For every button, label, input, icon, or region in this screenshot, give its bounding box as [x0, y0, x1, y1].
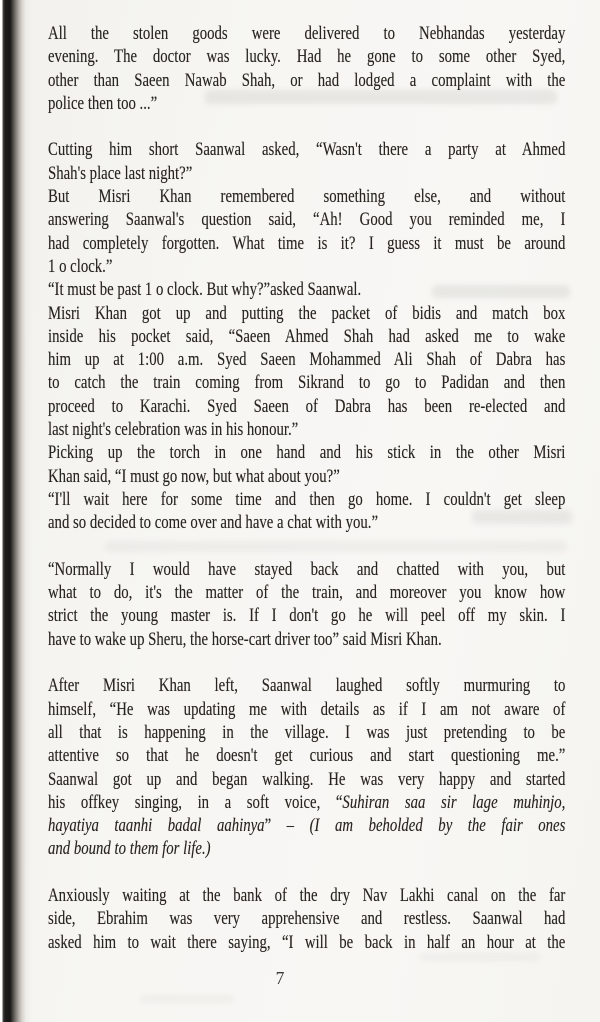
- text-block: [48, 22, 565, 954]
- text-line: have to wake up Sheru, the horse-cart driver too” said Misri Khan.: [48, 628, 442, 650]
- text-line: Cutting him short Saanwal asked, “Wasn't there a party at Ahmed: [48, 139, 566, 161]
- text-line: asked him to wait there saying, “I will be back in half an hour at the: [48, 931, 566, 953]
- paragraph: [48, 302, 565, 442]
- text-line: [48, 814, 565, 837]
- paragraph: [48, 278, 565, 301]
- text-line: Picking up the torch in one hand and his stick in the other Misri: [48, 442, 566, 464]
- text-line: Shah's place last night?”: [48, 162, 193, 184]
- paragraph: [48, 674, 565, 860]
- text-line: strict the young master is. If I don't go he will peel off my skin. I: [48, 605, 566, 627]
- italic-text-segment: and bound to them for life.): [48, 838, 211, 860]
- italic-text-segment: Suhiran saa sir lage muhinjo,: [342, 791, 566, 813]
- text-line: to catch the train coming from Sikrand to go to Padidan and then: [48, 372, 566, 394]
- text-line: Khan said, “I must go now, but what about you?”: [48, 465, 340, 487]
- text-line: But Misri Khan remembered something else, and without: [48, 186, 566, 208]
- text-segment: ” –: [264, 815, 310, 837]
- paragraph: [48, 884, 565, 954]
- show-through-ghost: [420, 953, 540, 961]
- text-line: [48, 791, 565, 814]
- text-line: answering Saanwal's question said, “Ah! Good you reminded me, I: [48, 209, 566, 231]
- text-line: After Misri Khan left, Saanwal laughed softly murmuring to: [48, 675, 566, 697]
- paragraph: [48, 558, 565, 651]
- paragraph: [48, 185, 565, 278]
- paragraph: [48, 441, 565, 488]
- text-line: evening. The doctor was lucky. Had he gone to some other Syed,: [48, 46, 566, 68]
- text-segment: his offkey singing, in a soft voice, “: [48, 791, 343, 813]
- text-line: attentive so that he doesn't get curious and start questioning me.”: [48, 745, 566, 767]
- text-line: all that is happening in the village. I was just pretending to be: [48, 721, 566, 743]
- text-line: other than Saeen Nawab Shah, or had lodged a complaint with the: [48, 69, 566, 91]
- text-line: himself, “He was updating me with details as if I am not aware of: [48, 698, 566, 720]
- text-line: Misri Khan got up and putting the packet of bidis and match box: [48, 302, 566, 324]
- italic-text-segment: hayatiya taanhi badal aahinya: [48, 815, 265, 837]
- text-line: Saanwal got up and began walking. He was very happy and started: [48, 768, 566, 790]
- text-line: inside his pocket said, “Saeen Ahmed Shah had asked me to wake: [48, 325, 566, 347]
- text-line: last night's celebration was in his honour.”: [48, 419, 299, 441]
- text-line: “It must be past 1 o clock. But why?”asked Saanwal.: [48, 279, 362, 301]
- page-number: 7: [275, 968, 285, 988]
- text-line: 1 o clock.”: [48, 255, 113, 277]
- text-line: side, Ebrahim was very apprehensive and restless. Saanwal had: [48, 908, 566, 930]
- italic-text-segment: (I am beholded by the fair ones: [309, 815, 566, 837]
- text-line: [48, 837, 565, 860]
- paragraph: [48, 22, 565, 115]
- text-line: what to do, it's the matter of the train, and moreover you know how: [48, 582, 566, 604]
- text-line: “I'll wait here for some time and then go home. I couldn't get sleep: [48, 488, 566, 510]
- paragraph: [48, 138, 565, 185]
- text-line: “Normally I would have stayed back and chatted with you, but: [48, 558, 566, 580]
- text-line: All the stolen goods were delivered to Nebhandas yesterday: [48, 23, 566, 44]
- show-through-ghost: [140, 995, 235, 1003]
- text-line: and so decided to come over and have a chat with you.”: [48, 512, 379, 534]
- text-line: proceed to Karachi. Syed Saeen of Dabra has been re-elected and: [48, 395, 566, 417]
- book-binding-shadow: [0, 0, 32, 1022]
- text-line: Anxiously waiting at the bank of the dry Nav Lakhi canal on the far: [48, 884, 566, 906]
- text-line: had completely forgotten. What time is it? I guess it must be around: [48, 232, 566, 254]
- text-line: police then too ...”: [48, 92, 158, 114]
- text-line: him up at 1:00 a.m. Syed Saeen Mohammed Ali Shah of Dabra has: [48, 349, 566, 371]
- paragraph: [48, 488, 565, 535]
